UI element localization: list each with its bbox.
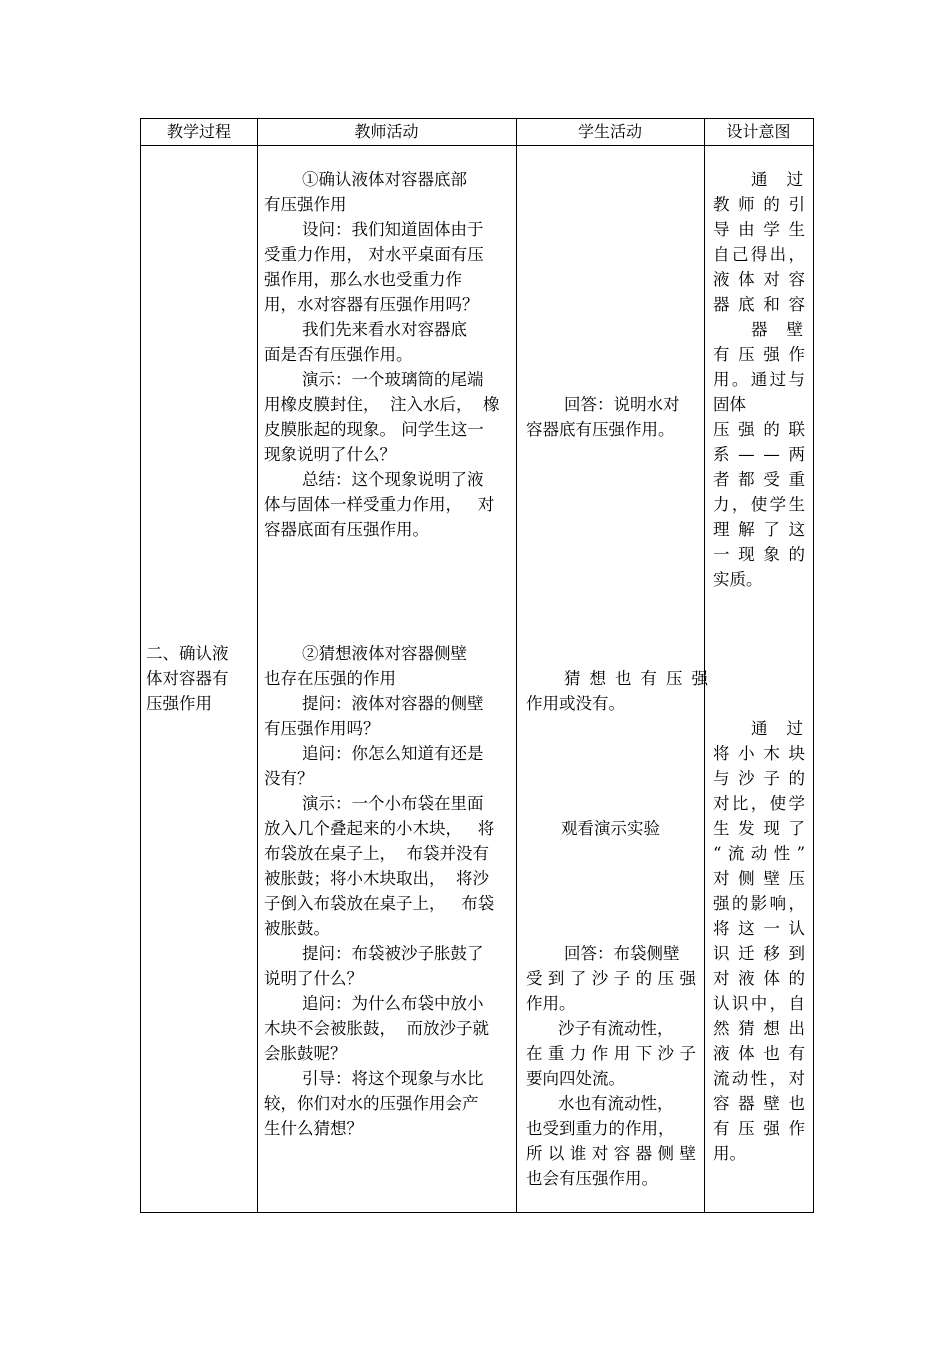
teacher-text-line: 用橡皮膜封住， 注入水后， 橡 [264,395,500,414]
design-text-line: 对 侧 壁 压 [713,869,805,888]
teacher-text-line: 有压强作用吗？ [264,719,380,738]
process-label-line: 体对容器有 [146,669,229,688]
teacher-text-line: 演示：一个小布袋在里面 [302,794,484,813]
design-text-line: 将 小 木 块 [713,744,805,763]
teacher-text-line: 现象说明了什么？ [264,445,396,464]
design-text-line: 然 猜 想 出 [713,1019,805,1038]
teacher-text-line: 演示：一个玻璃筒的尾端 [302,370,484,389]
teacher-text-line: 容器底面有压强作用。 [264,520,429,539]
teacher-text-line: 会胀鼓呢？ [264,1044,347,1063]
design-text-line: 识 迁 移 到 [713,944,805,963]
process-label-line: 压强作用 [146,694,212,713]
design-text-line: 将 这 一 认 [713,919,805,938]
student-text-line: 受 到 了 沙 子 的 压 强 [526,969,696,988]
teacher-text-line: ②猜想液体对容器侧壁 [302,644,467,663]
design-text-line: 实质。 [713,570,763,589]
design-text-line: 教 师 的 引 [713,195,805,214]
student-text-line: 观看演示实验 [561,819,660,838]
teacher-text-line: 也存在压强的作用 [264,669,396,688]
design-text-line: 通 过 [751,170,803,189]
design-text-line: 对 比 ， 使 学 [713,794,805,813]
lesson-plan-table [140,118,814,1213]
teacher-text-line: 用，水对容器有压强作用吗？ [264,295,479,314]
student-text-line: 也会有压强作用。 [526,1169,658,1188]
teacher-text-line: 被胀鼓；将小木块取出， 将沙 [264,869,489,888]
design-text-line: 自 己 得 出 ， [713,245,805,264]
teacher-text-line: 引导：将这个现象与水比 [302,1069,484,1088]
teacher-text-line: 提问：布袋被沙子胀鼓了 [302,944,484,963]
teacher-text-line: 布袋放在桌子上， 布袋并没有 [264,844,489,863]
teacher-text-line: 提问：液体对容器的侧壁 [302,694,484,713]
design-text-line: 器 底 和 容 [713,295,805,314]
student-text-line: 容器底有压强作用。 [526,420,675,439]
design-text-line: 用。 [713,1144,746,1163]
column-divider [516,119,517,1212]
teacher-text-line: 说明了什么？ [264,969,363,988]
design-text-line: 者 都 受 重 [713,470,805,489]
design-text-line: 理 解 了 这 [713,520,805,539]
design-text-line: 一 现 象 的 [713,545,805,564]
teacher-text-line: 木块不会被胀鼓， 而放沙子就 [264,1019,489,1038]
student-text-line: 作用。 [526,994,576,1013]
design-text-line: 容 器 壁 也 [713,1094,805,1113]
design-text-line: 对 液 体 的 [713,969,805,988]
teacher-text-line: 强作用，那么水也受重力作 [264,270,462,289]
header-design: 设计意图 [726,122,791,141]
teacher-text-line: 我们先来看水对容器底 [302,320,467,339]
design-text-line: 液 体 对 容 [713,270,805,289]
header-process: 教学过程 [166,122,231,141]
teacher-text-line: 被胀鼓。 [264,919,330,938]
design-text-line: 生 发 现 了 [713,819,805,838]
design-text-line: “ 流 动 性 ” [713,844,805,863]
design-text-line: 固体 [713,395,746,414]
design-text-line: 导 由 学 生 [713,220,805,239]
teacher-text-line: 有压强作用 [264,195,347,214]
student-text-line: 在 重 力 作 用 下 沙 子 [526,1044,696,1063]
design-text-line: 有 压 强 作 [713,1119,805,1138]
teacher-text-line: 面是否有压强作用。 [264,345,413,364]
teacher-text-line: 追问：你怎么知道有还是 [302,744,484,763]
design-text-line: 压 强 的 联 [713,420,805,439]
column-divider [257,119,258,1212]
design-text-line: 与 沙 子 的 [713,769,805,788]
design-text-line: 有 压 强 作 [713,345,805,364]
teacher-text-line: 总结：这个现象说明了液 [302,470,484,489]
student-text-line: 猜 想 也 有 压 强 [564,669,708,688]
teacher-text-line: 放入几个叠起来的小木块， 将 [264,819,495,838]
student-text-line: 所 以 谁 对 容 器 侧 壁 [526,1144,696,1163]
teacher-text-line: 没有？ [264,769,314,788]
design-text-line: 认 识 中 ， 自 [713,994,805,1013]
design-text-line: 用 。 通 过 与 [713,370,805,389]
student-text-line: 水也有流动性， [558,1094,674,1113]
process-label-line: 二、确认液 [146,644,229,663]
teacher-text-line: 生什么猜想？ [264,1119,363,1138]
student-text-line: 也受到重力的作用， [526,1119,675,1138]
teacher-text-line: 追问：为什么布袋中放小 [302,994,484,1013]
student-text-line: 沙子有流动性， [558,1019,674,1038]
design-text-line: 流 动 性 ， 对 [713,1069,805,1088]
design-text-line: 通 过 [751,719,803,738]
teacher-text-line: 皮膜胀起的现象。 问学生这一 [264,420,484,439]
design-text-line: 力 ， 使 学 生 [713,495,805,514]
teacher-text-line: 设问：我们知道固体由于 [302,220,484,239]
student-text-line: 要向四处流。 [526,1069,625,1088]
header-teacher: 教师活动 [354,122,419,141]
design-text-line: 液 体 也 有 [713,1044,805,1063]
student-text-line: 回答：说明水对 [564,395,680,414]
teacher-text-line: 受重力作用， 对水平桌面有压 [264,245,484,264]
design-text-line: 器 壁 [751,320,803,339]
design-text-line: 强 的 影 响 ， [713,894,805,913]
teacher-text-line: 子倒入布袋放在桌子上， 布袋 [264,894,495,913]
student-text-line: 作用或没有。 [526,694,625,713]
header-student: 学生活动 [577,122,642,141]
teacher-text-line: 体与固体一样受重力作用， 对 [264,495,495,514]
student-text-line: 回答：布袋侧壁 [564,944,680,963]
teacher-text-line: 较，你们对水的压强作用会产 [264,1094,479,1113]
design-text-line: 系 — — 两 [713,445,805,464]
teacher-text-line: ①确认液体对容器底部 [302,170,467,189]
